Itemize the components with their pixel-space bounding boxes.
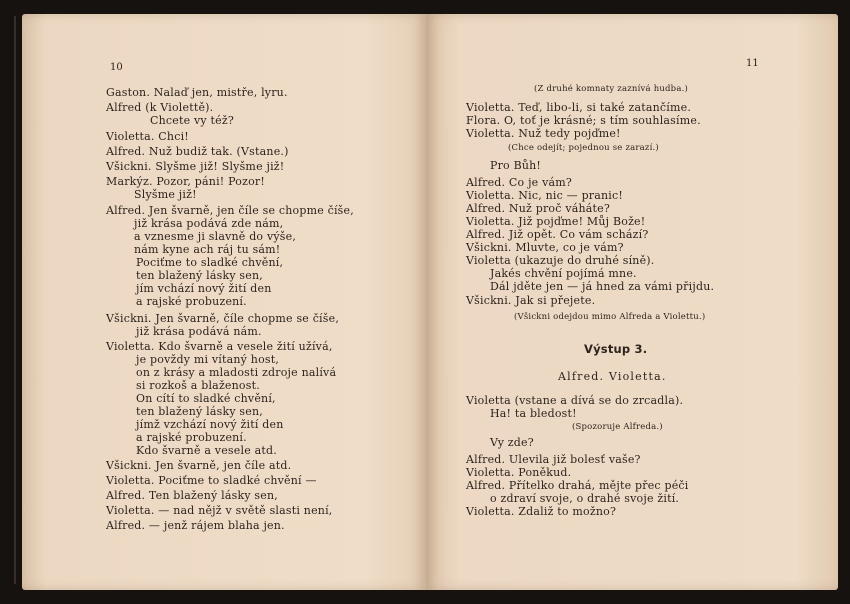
text-line: Alfred. Ten blažený lásky sen, [106, 489, 278, 502]
text-line: Violetta (vstane a dívá se do zrcadla). [466, 394, 684, 407]
text-line: On cítí to sladké chvění, [136, 392, 276, 405]
text-line: Pociťme to sladké chvění, [136, 256, 284, 269]
text-line: Alfred. Jen švarně, jen číle se chopme číše, [106, 204, 354, 217]
text-line: Alfred. — jenž rájem blaha jen. [106, 519, 285, 532]
text-line: Gaston. Nalaď jen, mistře, lyru. [106, 86, 288, 99]
text-line: Violetta. Poněkud. [466, 466, 572, 479]
text-line: Alfred. Ulevila již bolesť vaše? [466, 453, 641, 466]
text-line: Alfred. Přítelko drahá, mějte přec péči [466, 479, 689, 492]
text-line: Slyšme již! [134, 188, 197, 201]
text-line: Všickni. Jen švarně, číle chopme se číše, [106, 312, 340, 325]
text-line: Všickni. Slyšme již! Slyšme již! [106, 160, 285, 173]
stage-direction: (Chce odejít; pojednou se zarazí.) [508, 143, 659, 153]
left-page [22, 14, 426, 590]
text-line: Alfred. Nuž budiž tak. (Vstane.) [106, 145, 289, 158]
text-line: Všickni. Jen švarně, jen číle atd. [106, 459, 292, 472]
text-line: Jakés chvění pojímá mne. [490, 267, 637, 280]
text-line: Violetta. Kdo švarně a vesele žití užívá, [106, 340, 333, 353]
text-line: Alfred. Nuž proč váháte? [466, 202, 610, 215]
text-line: Violetta. Teď, libo-li, si také zatančíme. [466, 101, 692, 114]
page-number: 10 [110, 62, 123, 73]
text-line: Všickni. Jak si přejete. [466, 294, 596, 307]
text-line: a vznesme ji slavně do výše, [134, 230, 297, 243]
text-line: Alfred. Již opět. Co vám schází? [466, 228, 649, 241]
text-line: Violetta. Pociťme to sladké chvění — [106, 474, 317, 487]
text-line: Violetta. Již pojďme! Můj Bože! [466, 215, 646, 228]
text-line: Všickni. Mluvte, co je vám? [466, 241, 624, 254]
page-number: 11 [746, 58, 759, 69]
text-line: on z krásy a mladosti zdroje nalívá [136, 366, 337, 379]
text-line: Alfred (k Violettě). [106, 101, 214, 114]
text-line: a rajské probuzení. [136, 431, 247, 444]
text-line: Violetta. Nic, nic — pranic! [466, 189, 624, 202]
stage-direction: (Všickni odejdou mimo Alfreda a Violettu.) [514, 312, 706, 322]
text-line: Violetta. Nuž tedy pojďme! [466, 127, 621, 140]
text-line: Alfred. Co je vám? [466, 176, 572, 189]
text-line: Dál jděte jen — já hned za vámi přijdu. [490, 280, 715, 293]
text-line: Kdo švarně a vesele atd. [136, 444, 277, 457]
text-line: Violetta. — nad nějž v světě slasti není, [106, 504, 333, 517]
right-page [426, 14, 838, 590]
text-line: již krása podává nám. [136, 325, 262, 338]
text-line: Violetta. Zdaliž to možno? [466, 505, 617, 518]
character-list: Alfred. Violetta. [558, 370, 667, 383]
text-line: si rozkoš a blaženost. [136, 379, 260, 392]
text-line: ten blažený lásky sen, [136, 405, 263, 418]
text-line: Violetta (ukazuje do druhé síně). [466, 254, 655, 267]
text-line: Ha! ta bledost! [490, 407, 577, 420]
scene-heading: Výstup 3. [584, 342, 648, 356]
stage-direction: (Z druhé komnaty zaznívá hudba.) [534, 84, 689, 94]
text-line: Vy zde? [490, 436, 534, 449]
text-line: Violetta. Chci! [106, 130, 189, 143]
stage-direction: (Spozoruje Alfreda.) [572, 422, 663, 432]
text-line: již krása podává zde nám, [134, 217, 284, 230]
text-line: jím vchází nový žití den [136, 282, 272, 295]
text-line: ten blažený lásky sen, [136, 269, 263, 282]
text-line: nám kyne ach ráj tu sám! [134, 243, 281, 256]
text-line: a rajské probuzení. [136, 295, 247, 308]
text-line: je povždy mi vítaný host, [136, 353, 280, 366]
text-line: Chcete vy též? [150, 114, 234, 127]
text-line: Markýz. Pozor, páni! Pozor! [106, 175, 265, 188]
text-line: o zdraví svoje, o drahé svoje žití. [490, 492, 680, 505]
text-line: Flora. O, toť je krásné; s tím souhlasíme. [466, 114, 701, 127]
text-line: jímž vzchází nový žití den [136, 418, 284, 431]
text-line: Pro Bůh! [490, 159, 542, 172]
